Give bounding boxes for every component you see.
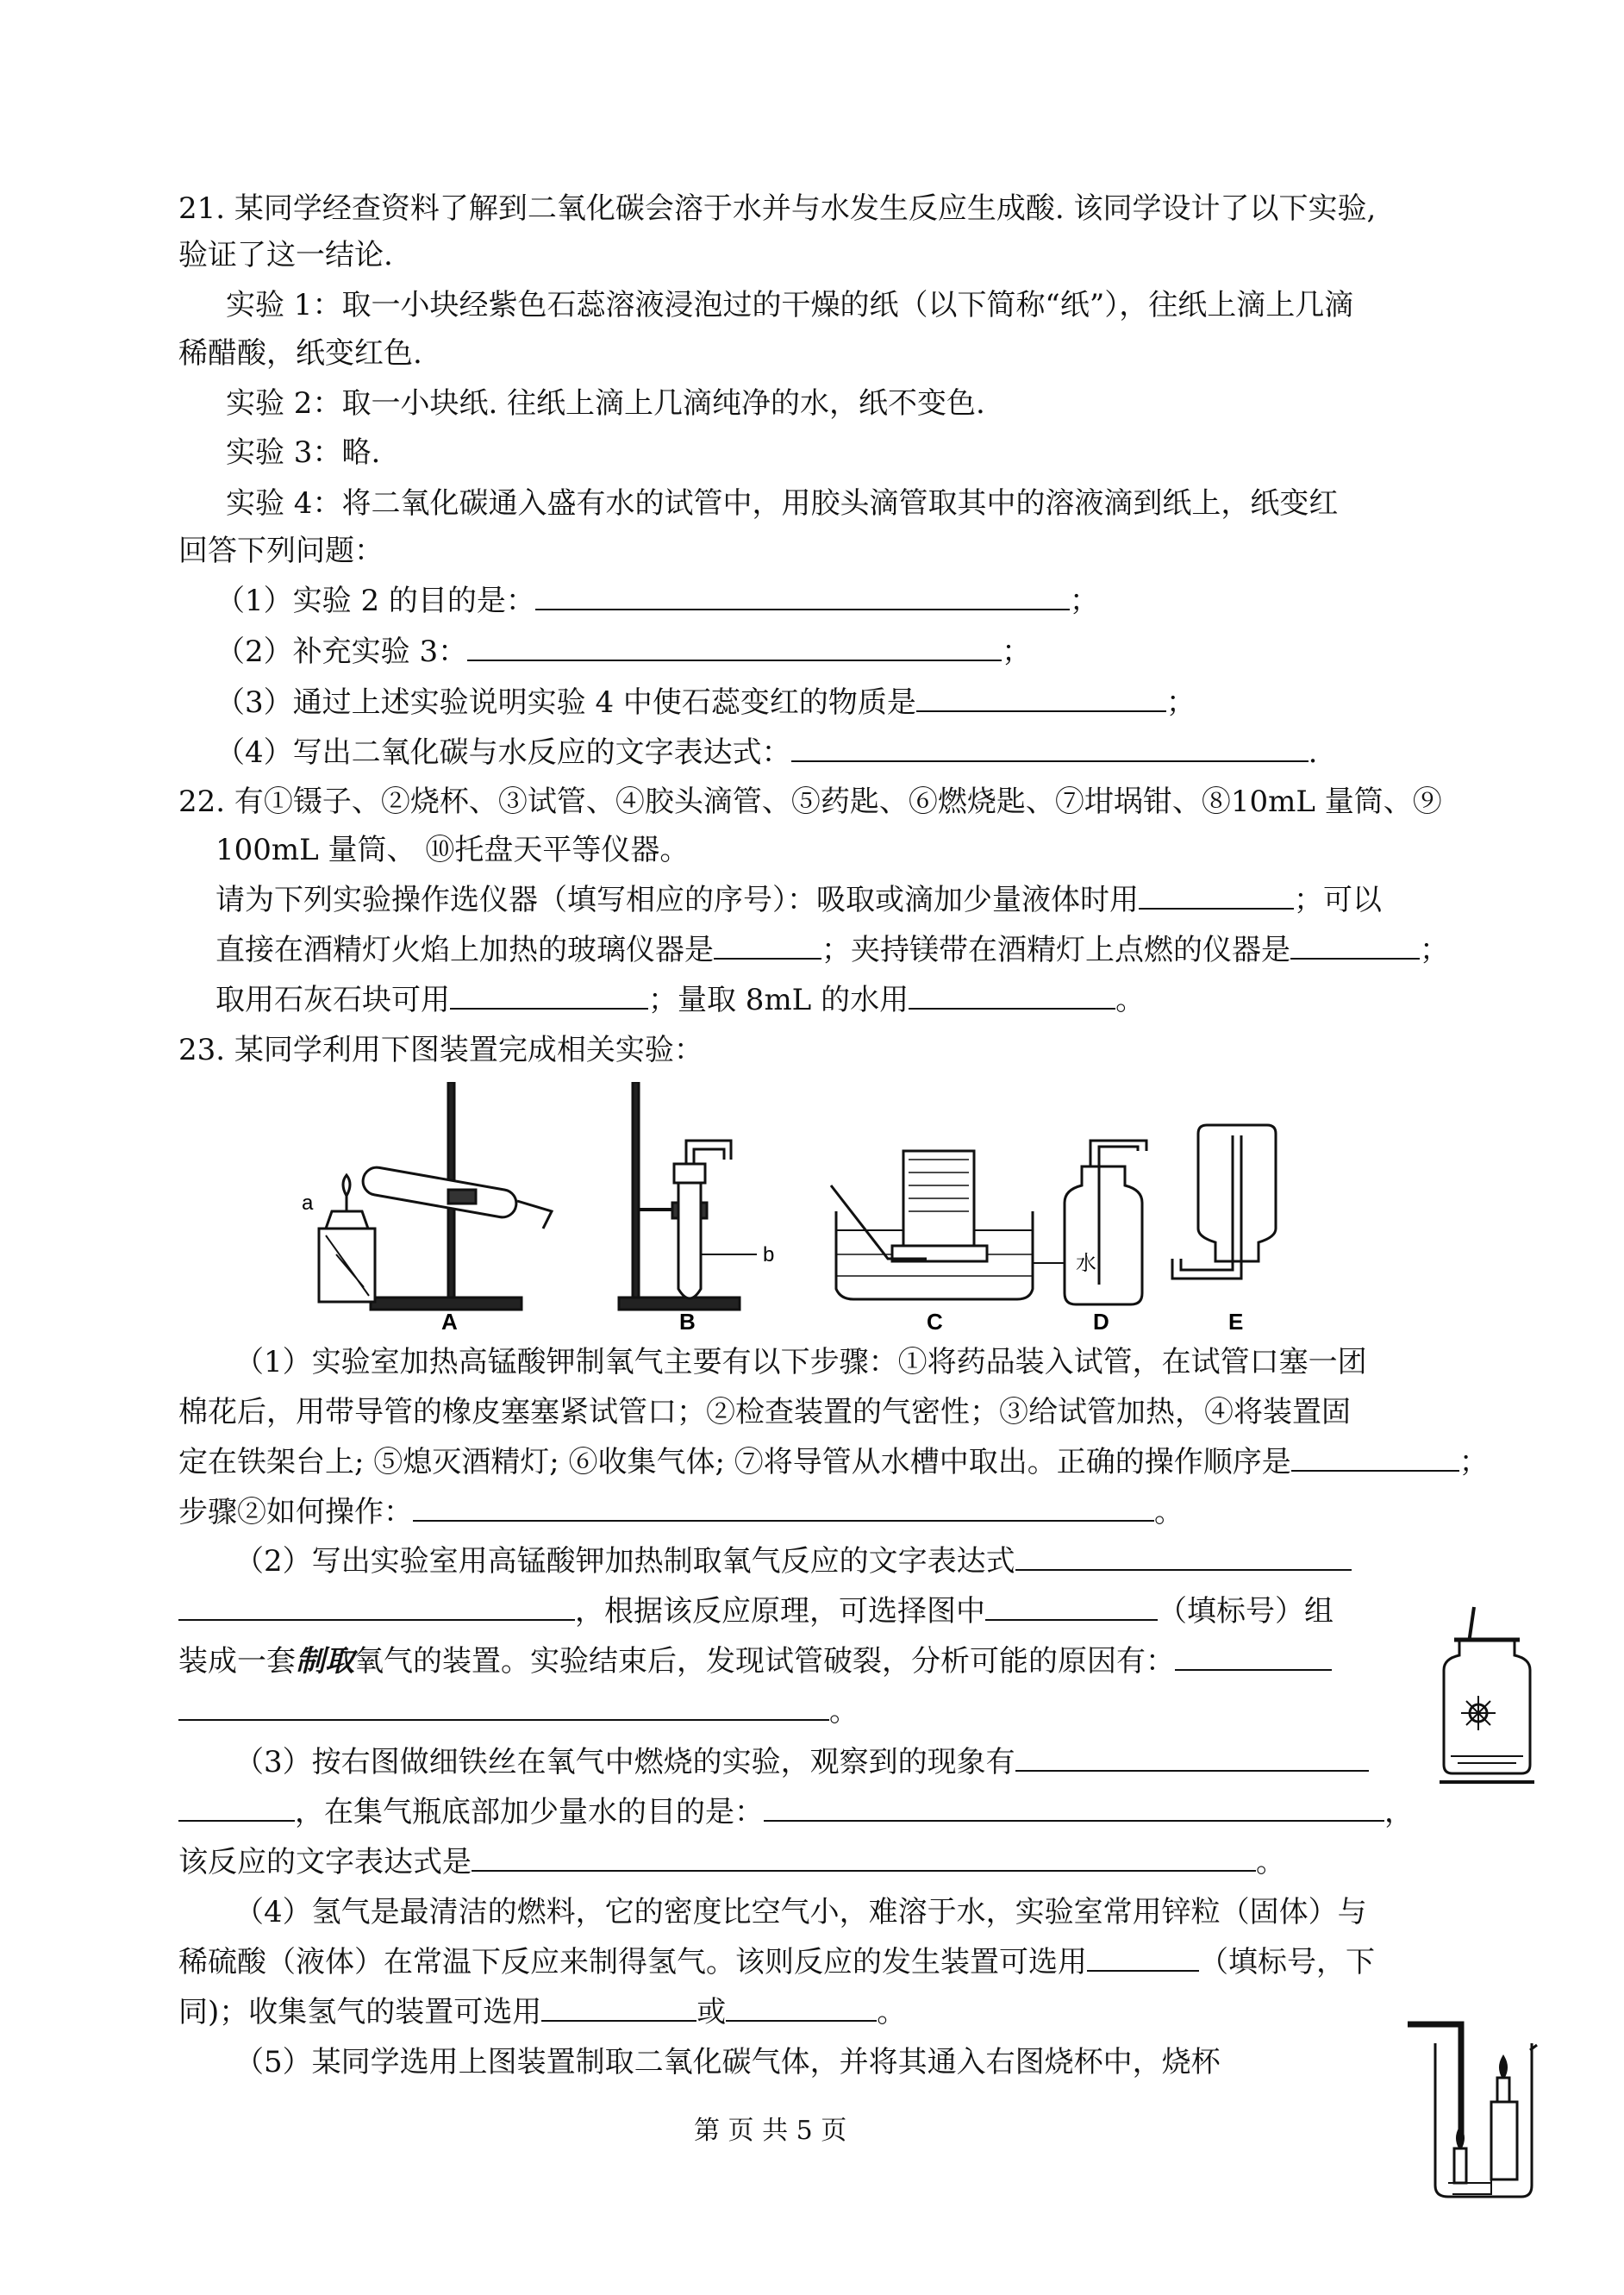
q23-s3-line3-end: 。 bbox=[1256, 1845, 1285, 1879]
q21-part3 bbox=[215, 684, 1196, 722]
q23-s2-line3 bbox=[178, 1642, 1332, 1680]
label-a: a bbox=[302, 1191, 314, 1215]
q21-part3-text: （3）通过上述实验说明实验 4 中使石蕊变红的物质是 bbox=[215, 685, 916, 720]
q21-part4-end: . bbox=[1308, 735, 1318, 770]
q21-prompt: 回答下列问题： bbox=[178, 534, 384, 568]
caption-b: B bbox=[679, 1309, 696, 1332]
q23-answer-phenomenon-1[interactable] bbox=[1015, 1744, 1369, 1772]
q21-answer-blank-2[interactable] bbox=[467, 634, 1002, 661]
q23-s1-line4-text: 步骤②如何操作： bbox=[178, 1495, 413, 1529]
label-water: 水 bbox=[1076, 1252, 1096, 1275]
q22-line5-end: 。 bbox=[1115, 983, 1146, 1017]
q23-s4-line3-mid: 或 bbox=[696, 1995, 727, 2029]
q22-answer-blank-5[interactable] bbox=[909, 982, 1115, 1010]
q21-part3-end: ； bbox=[1165, 685, 1196, 720]
q23-answer-reason-1[interactable] bbox=[1175, 1643, 1332, 1671]
q23-s2-line3-em: 制取 bbox=[296, 1644, 354, 1679]
label-b: b bbox=[763, 1243, 775, 1266]
apparatus-c bbox=[831, 1151, 1073, 1299]
q21-part1-end: ； bbox=[1069, 584, 1099, 618]
apparatus-b bbox=[619, 1082, 757, 1310]
q23-s2-line2-end: （填标号）组 bbox=[1158, 1594, 1334, 1629]
page-footer: 第 页 共 5 页 bbox=[694, 2116, 847, 2146]
q22-line4-mid: ；夹持镁带在酒精灯上点燃的仪器是 bbox=[821, 933, 1290, 967]
q23-s3-line2 bbox=[178, 1793, 1414, 1831]
q21-answer-blank-4[interactable] bbox=[791, 735, 1309, 762]
q23-s2-line2 bbox=[178, 1592, 1334, 1630]
q22-line3-text: 请为下列实验操作选仪器（填写相应的序号）：吸取或滴加少量液体时用 bbox=[215, 883, 1139, 917]
q22-answer-blank-2[interactable] bbox=[714, 932, 821, 960]
q23-s3-line3 bbox=[178, 1843, 1285, 1881]
q22-line5 bbox=[215, 981, 1145, 1019]
q23-s2-line1 bbox=[234, 1542, 1352, 1580]
q22-line1: 22. 有①镊子、②烧杯、③试管、④胶头滴管、⑤药匙、⑥燃烧匙、⑦坩埚钳、⑧10mL 量筒、⑨ bbox=[178, 785, 1442, 819]
q23-s1-line4-end: 。 bbox=[1154, 1495, 1184, 1529]
q23-s1-line4 bbox=[178, 1493, 1184, 1531]
q22-line4-end: ； bbox=[1420, 933, 1449, 967]
q23-s3-line3-text: 该反应的文字表达式是 bbox=[178, 1845, 472, 1879]
q23-s4-line2-text: 稀硫酸（液体）在常温下反应来制得氢气。该则反应的发生装置可选用 bbox=[178, 1945, 1087, 1979]
caption-a: A bbox=[441, 1309, 458, 1332]
q23-s2-line3-pre: 装成一套 bbox=[178, 1644, 296, 1679]
q22-line5-mid: ；量取 8mL 的水用 bbox=[648, 983, 909, 1017]
q22-line4-text: 直接在酒精灯火焰上加热的玻璃仪器是 bbox=[215, 933, 714, 967]
q23-answer-reason-2[interactable] bbox=[178, 1693, 829, 1721]
q22-answer-blank-4[interactable] bbox=[450, 982, 648, 1010]
q23-s4-line2 bbox=[178, 1943, 1375, 1981]
q21-answer-blank-3[interactable] bbox=[916, 685, 1166, 712]
gas-jar-figure bbox=[1435, 1605, 1543, 1786]
q23-s3-line2-text: ，在集气瓶底部加少量水的目的是： bbox=[295, 1795, 764, 1829]
q21-part1 bbox=[215, 582, 1099, 620]
q23-answer-equation-1[interactable] bbox=[1015, 1543, 1352, 1571]
q21-stem-line2: 验证了这一结论. bbox=[178, 238, 393, 272]
q23-answer-order[interactable] bbox=[1291, 1444, 1459, 1472]
q21-exp2: 实验 2：取一小块纸. 往纸上滴上几滴纯净的水，纸不变色. bbox=[226, 386, 985, 421]
apparatus-d bbox=[1065, 1141, 1146, 1304]
q23-s1-line3 bbox=[178, 1443, 1489, 1481]
q21-part1-text: （1）实验 2 的目的是： bbox=[215, 584, 535, 618]
q23-s3-line2-end: ， bbox=[1384, 1795, 1414, 1829]
q23-title: 23. 某同学利用下图装置完成相关实验： bbox=[178, 1033, 703, 1067]
q23-answer-equation-2[interactable] bbox=[472, 1844, 1256, 1872]
q23-s2-line1-text: （2）写出实验室用高锰酸钾加热制取氧气反应的文字表达式 bbox=[234, 1544, 1015, 1579]
q21-exp1-line2: 稀醋酸，纸变红色. bbox=[178, 336, 422, 371]
q23-answer-collector-2[interactable] bbox=[726, 1994, 877, 2022]
q23-s3-line1-text: （3）按右图做细铁丝在氧气中燃烧的实验，观察到的现象有 bbox=[234, 1745, 1015, 1779]
q21-exp4: 实验 4：将二氧化碳通入盛有水的试管中，用胶头滴管取其中的溶液滴到纸上，纸变红 bbox=[226, 486, 1339, 521]
q23-answer-water-purpose[interactable] bbox=[764, 1794, 1384, 1822]
q21-part4-text: （4）写出二氧化碳与水反应的文字表达式： bbox=[215, 735, 791, 770]
q23-s4-line2-end: （填标号，下 bbox=[1199, 1945, 1375, 1979]
q23-answer-step2[interactable] bbox=[413, 1494, 1154, 1522]
q23-answer-equation-1b[interactable] bbox=[178, 1593, 575, 1621]
q22-line2: 100mL 量筒、 ⑩托盘天平等仪器。 bbox=[215, 833, 690, 867]
q22-line5-text: 取用石灰石块可用 bbox=[215, 983, 450, 1017]
q22-line3-end: ；可以 bbox=[1294, 883, 1382, 917]
q22-line3 bbox=[215, 881, 1382, 919]
q21-part2-text: （2）补充实验 3： bbox=[215, 635, 468, 669]
q23-s4-line3 bbox=[178, 1993, 906, 2031]
q23-answer-phenomenon-2[interactable] bbox=[178, 1794, 295, 1822]
apparatus-a bbox=[319, 1082, 552, 1310]
caption-d: D bbox=[1093, 1309, 1109, 1332]
apparatus-figure bbox=[284, 1082, 1284, 1332]
q21-part2-end: ； bbox=[1002, 635, 1032, 669]
q23-s4-line3-end: 。 bbox=[877, 1995, 907, 2029]
q23-s2-line4 bbox=[178, 1692, 859, 1730]
q23-s4-line3-text: 同)；收集氢气的装置可选用 bbox=[178, 1995, 542, 2029]
q23-s1-line3-end: ； bbox=[1458, 1445, 1489, 1479]
q23-s5-line1: （5）某同学选用上图装置制取二氧化碳气体，并将其通入右图烧杯中，烧杯 bbox=[234, 2045, 1221, 2079]
q21-part2 bbox=[215, 633, 1031, 671]
apparatus-e bbox=[1172, 1125, 1276, 1279]
q23-s1-line2: 棉花后，用带导管的橡皮塞塞紧试管口；②检查装置的气密性；③给试管加热，④将装置固 bbox=[178, 1395, 1351, 1429]
q23-s1-line1: （1）实验室加热高锰酸钾制氧气主要有以下步骤：①将药品装入试管，在试管口塞一团 bbox=[234, 1345, 1367, 1379]
q23-s3-line1 bbox=[234, 1743, 1369, 1781]
q23-s4-line1: （4）氢气是最清洁的燃料，它的密度比空气小，难溶于水，实验室常用锌粒（固体）与 bbox=[234, 1895, 1367, 1929]
q23-s1-line3-text: 定在铁架台上; ⑤熄灭酒精灯; ⑥收集气体; ⑦将导管从水槽中取出。正确的操作顺序是 bbox=[178, 1445, 1291, 1479]
beaker-candles-figure bbox=[1401, 2009, 1539, 2203]
q21-exp1-line1: 实验 1：取一小块经紫色石蕊溶液浸泡过的干燥的纸（以下简称“纸”），往纸上滴上几滴 bbox=[226, 288, 1354, 322]
q22-answer-blank-3[interactable] bbox=[1290, 932, 1420, 960]
q23-answer-apparatus[interactable] bbox=[985, 1593, 1158, 1621]
q23-answer-collector-1[interactable] bbox=[541, 1994, 696, 2022]
q21-answer-blank-1[interactable] bbox=[535, 583, 1070, 610]
caption-c: C bbox=[927, 1309, 943, 1332]
q22-line4 bbox=[215, 931, 1449, 969]
q23-s2-line4-end: 。 bbox=[829, 1694, 859, 1729]
q23-s2-line3-post: 氧气的装置。实验结束后，发现试管破裂，分析可能的原因有： bbox=[354, 1644, 1175, 1679]
q21-stem-line1: 21. 某同学经查资料了解到二氧化碳会溶于水并与水发生反应生成酸. 该同学设计了以下实验, bbox=[178, 191, 1377, 226]
q22-answer-blank-1[interactable] bbox=[1139, 882, 1294, 910]
q23-answer-generator[interactable] bbox=[1087, 1944, 1199, 1972]
q21-exp3: 实验 3：略. bbox=[226, 435, 381, 470]
q21-part4 bbox=[215, 734, 1317, 772]
q23-s2-line2-text: ，根据该反应原理，可选择图中 bbox=[575, 1594, 985, 1629]
caption-e: E bbox=[1228, 1309, 1244, 1332]
